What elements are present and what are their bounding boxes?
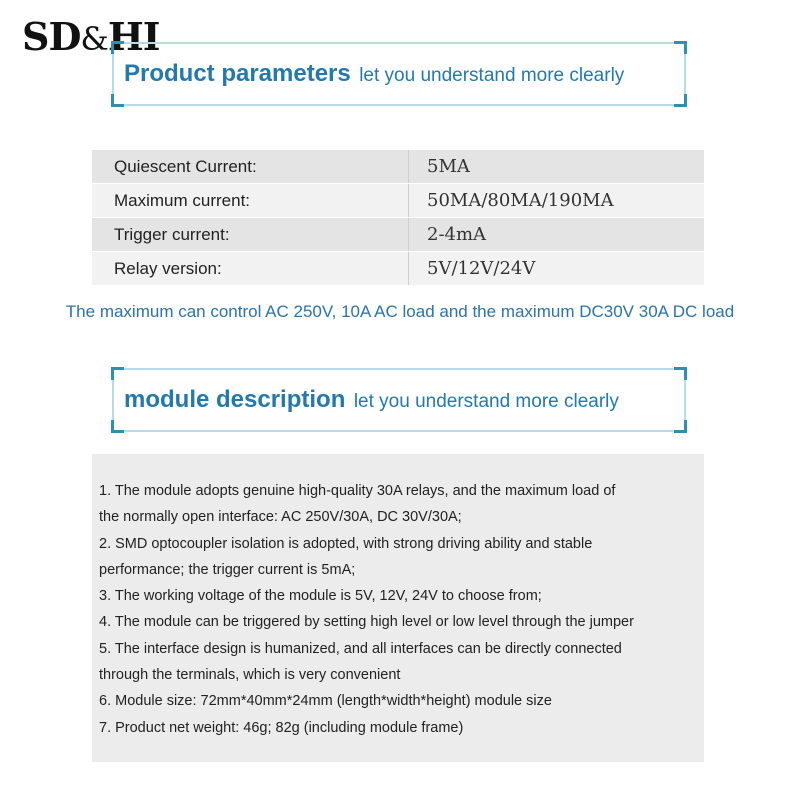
- param-value: 50MA/80MA/190MA: [409, 184, 705, 218]
- frame-corner: [674, 367, 687, 380]
- description-line: 2. SMD optocoupler isolation is adopted, with strong driving ability and stable: [99, 535, 593, 552]
- load-capacity-note: The maximum can control AC 250V, 10A AC load and the maximum DC30V 30A DC load: [65, 302, 735, 321]
- section-title-main: Product parameters: [124, 60, 351, 87]
- product-parameters-header: [112, 42, 686, 106]
- module-description-box: [92, 454, 704, 762]
- param-label: Quiescent Current:: [92, 150, 409, 184]
- frame-corner: [111, 41, 124, 54]
- section-title-sub: let you understand more clearly: [359, 65, 625, 86]
- description-line: through the terminals, which is very convenient: [99, 667, 401, 684]
- frame-corner: [674, 420, 687, 433]
- frame-corner: [674, 94, 687, 107]
- description-line: performance; the trigger current is 5mA;: [99, 561, 356, 578]
- frame-corner: [111, 94, 124, 107]
- section-title: [124, 386, 619, 414]
- description-line: the normally open interface: AC 250V/30A, DC 30V/30A;: [99, 509, 462, 526]
- param-label: Maximum current:: [92, 184, 409, 218]
- description-line: 1. The module adopts genuine high-quality 30A relays, and the maximum load of: [99, 483, 616, 499]
- section-title-sub: let you understand more clearly: [353, 391, 619, 412]
- param-value: 5V/12V/24V: [409, 252, 705, 286]
- description-line: 6. Module size: 72mm*40mm*24mm (length*width*height) module size: [99, 693, 552, 710]
- table-row: [92, 150, 704, 184]
- frame-corner: [674, 41, 687, 54]
- section-title: [124, 60, 624, 88]
- param-value: 5MA: [409, 150, 705, 184]
- description-line: 4. The module can be triggered by setting high level or low level through the jumper: [99, 614, 634, 631]
- frame-corner: [111, 420, 124, 433]
- section-title-main: module description: [124, 386, 346, 413]
- table-row: [92, 184, 704, 218]
- description-line: 5. The interface design is humanized, and all interfaces can be directly connected: [99, 640, 622, 657]
- param-label: Relay version:: [92, 252, 409, 286]
- param-label: Trigger current:: [92, 218, 409, 252]
- description-line: 3. The working voltage of the module is 5V, 12V, 24V to choose from;: [99, 588, 542, 605]
- description-line: 7. Product net weight: 46g; 82g (including module frame): [99, 719, 464, 736]
- logo-amp: &: [80, 20, 108, 58]
- table-row: [92, 252, 704, 286]
- table-row: [92, 218, 704, 252]
- module-description-header: [112, 368, 686, 432]
- logo-right: HI: [107, 14, 160, 59]
- logo-left: SD: [22, 14, 81, 59]
- frame-corner: [111, 367, 124, 380]
- parameters-table: [92, 150, 704, 286]
- param-value: 2-4mA: [409, 218, 705, 252]
